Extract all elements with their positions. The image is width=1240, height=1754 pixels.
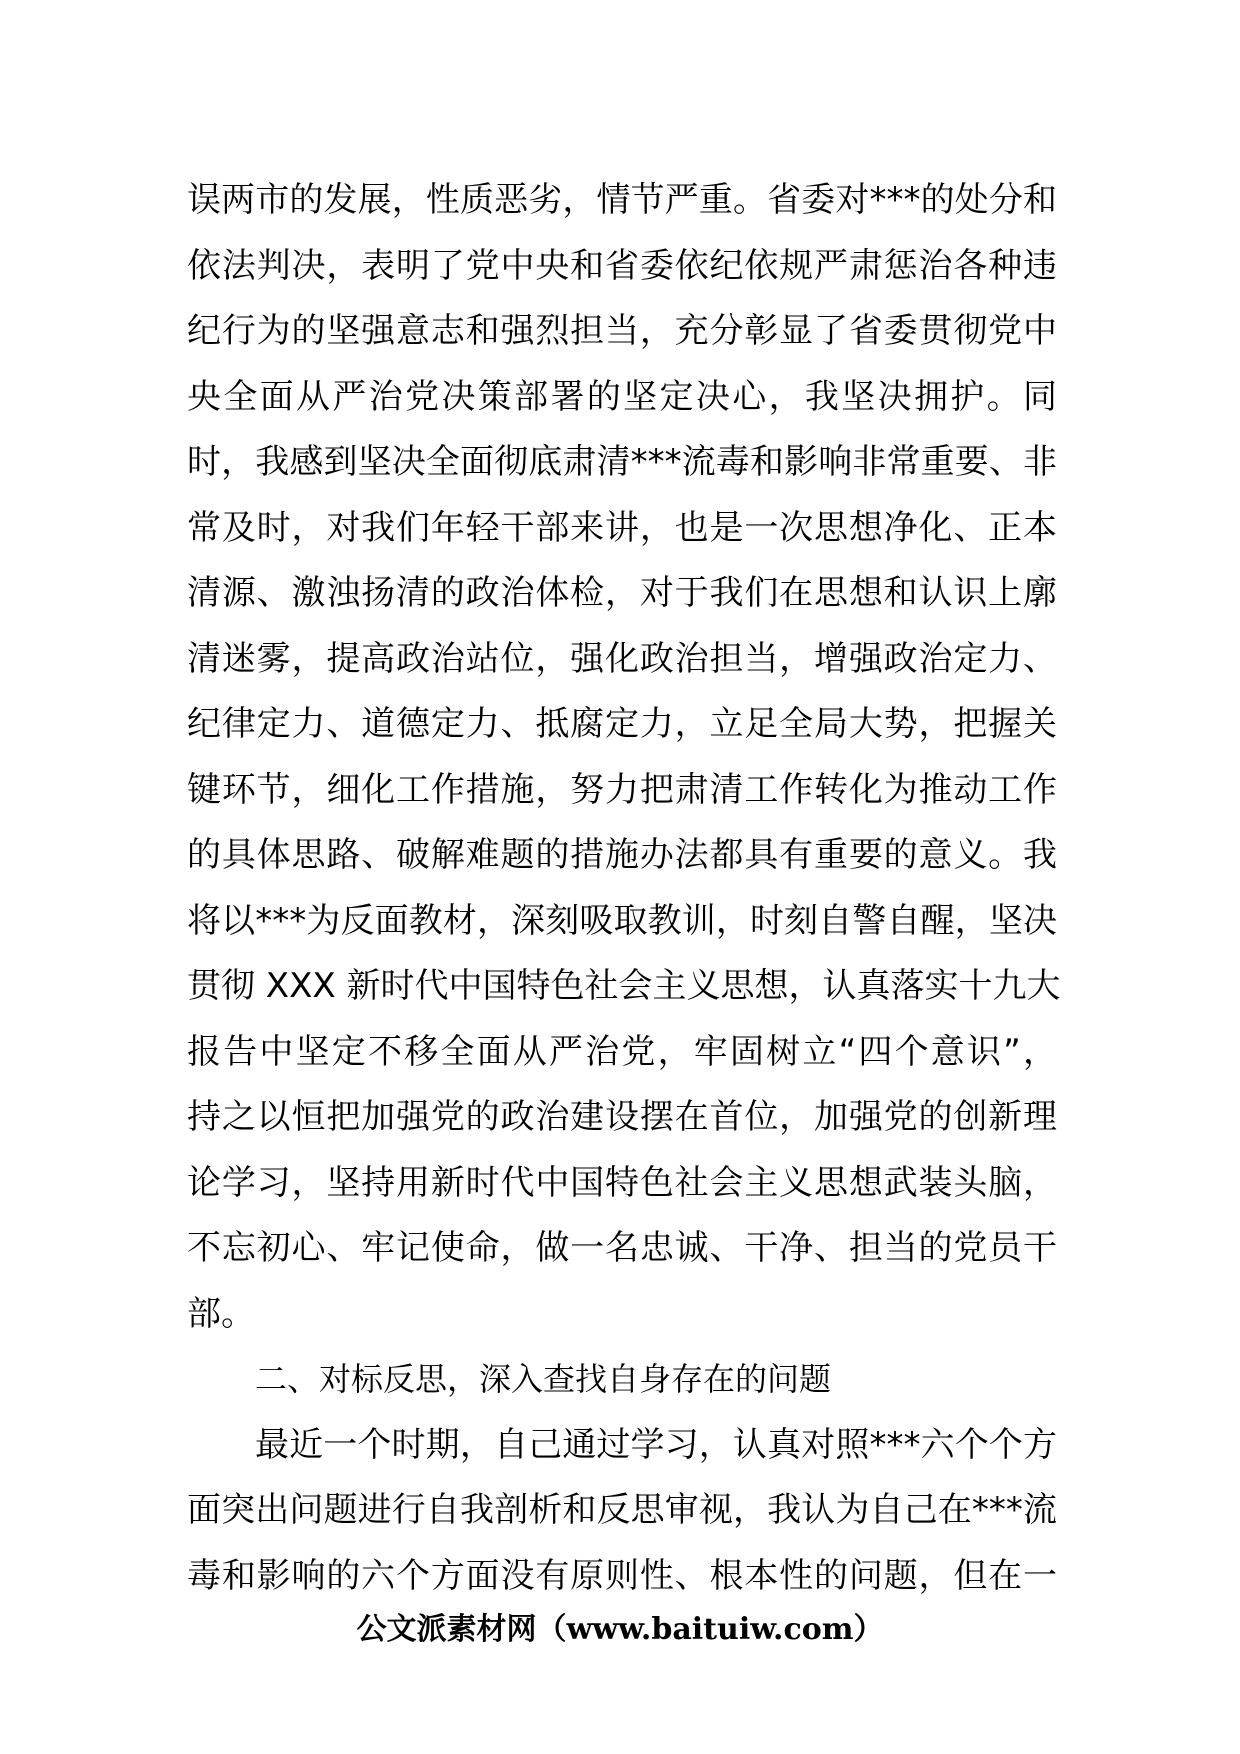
text-line: 依法判决，表明了党中央和省委依纪依规严肃惩治各种违 — [187, 245, 1057, 286]
text-line: 清源、激浊扬清的政治体检，对于我们在思想和认识上廓 — [187, 573, 1057, 613]
text-line: 央全面从严治党决策部署的坚定决心，我坚决拥护。同 — [187, 376, 1057, 417]
footer-watermark: 公文派素材网（www.baituiw.com） — [356, 1612, 884, 1647]
text-line: 纪律定力、道德定力、抵腐定力，立足全局大势，把握关 — [187, 704, 1057, 744]
text-line: 持之以恒把加强党的政治建设摆在首位，加强党的创新理 — [187, 1097, 1057, 1137]
text-line: 毒和影响的六个方面没有原则性、根本性的问题，但在一 — [187, 1555, 1057, 1596]
section-heading: 二、对标反思，深入查找自身存在的问题 — [255, 1360, 832, 1398]
text-line: 常及时，对我们年轻干部来讲，也是一次思想净化、正本 — [187, 507, 1057, 548]
text-line: 论学习，坚持用新时代中国特色社会主义思想武装头脑， — [187, 1162, 1057, 1203]
text-line: 误两市的发展，性质恶劣，情节严重。省委对***的处分和 — [187, 180, 1057, 220]
text-line: 的具体思路、破解难题的措施办法都具有重要的意义。我 — [187, 835, 1057, 875]
text-line: 面突出问题进行自我剖析和反思审视，我认为自己在***流 — [187, 1490, 1057, 1530]
text-line: 贯彻 XXX 新时代中国特色社会主义思想，认真落实十九大 — [187, 966, 1061, 1006]
text-line: 键环节，细化工作措施，努力把肃清工作转化为推动工作 — [187, 769, 1057, 810]
text-line: 报告中坚定不移全面从严治党，牢固树立“四个意识”， — [187, 1031, 1057, 1072]
text-line: 不忘初心、牢记使命，做一名忠诚、干净、担当的党员干 — [187, 1228, 1057, 1268]
text-line: 最近一个时期，自己通过学习，认真对照***六个个方 — [255, 1424, 1057, 1465]
text-line: 部。 — [187, 1293, 255, 1334]
text-line: 将以***为反面教材，深刻吸取教训，时刻自警自醒，坚决 — [187, 900, 1057, 941]
text-line: 时，我感到坚决全面彻底肃清***流毒和影响非常重要、非 — [187, 442, 1057, 482]
paragraph-1 — [187, 168, 1061, 1347]
paragraph-2 — [187, 1413, 1057, 1610]
text-line: 清迷雾，提高政治站位，强化政治担当，增强政治定力、 — [187, 638, 1057, 679]
text-line: 纪行为的坚强意志和强烈担当，充分彰显了省委贯彻党中 — [187, 311, 1057, 351]
document-body — [187, 168, 1061, 1609]
